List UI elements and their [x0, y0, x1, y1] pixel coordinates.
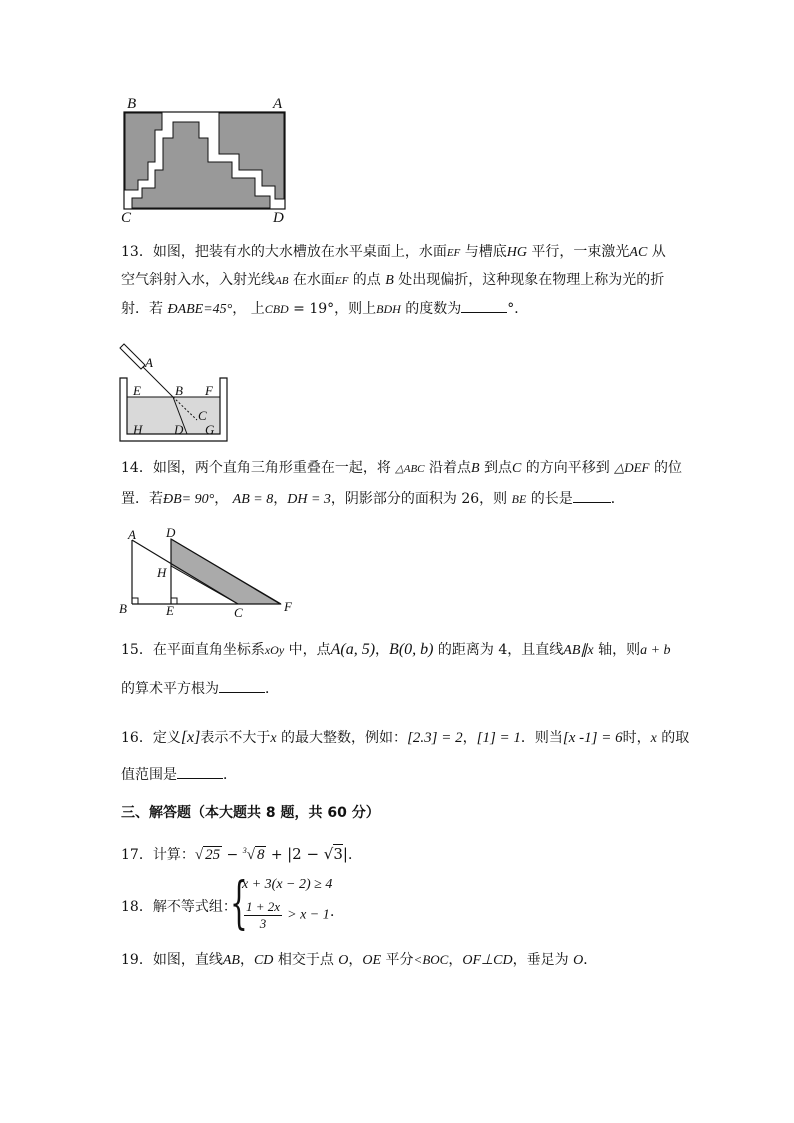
q16-line2: 值范围是 ．	[121, 764, 237, 785]
sqrt-25: √ 25	[194, 847, 221, 863]
label-D: D	[166, 525, 176, 540]
label-E: E	[133, 383, 141, 398]
inequality-1: x + 3(x − 2) ≥ 4	[242, 877, 333, 892]
q15-line1: 15．在平面直角坐标系xOy 中，点A(a, 5)，B(0, b) 的距离为 4，且直线AB∥x 轴，则a + b	[121, 641, 671, 658]
label-A: A	[273, 96, 283, 112]
label-C: C	[234, 605, 243, 620]
label-E: E	[166, 603, 174, 618]
right-angle-B	[132, 598, 138, 604]
left-brace: {	[230, 871, 248, 936]
water-tank-figure	[115, 340, 235, 445]
label-H: H	[133, 422, 143, 437]
staircase-figure	[115, 92, 295, 227]
q13-line1: 13．如图，把装有水的大水槽放在水平桌面上，水面EF 与槽底HG 平行，一束激光AC 从	[121, 244, 666, 260]
triangles-figure	[115, 523, 305, 618]
q15-line2: 的算术平方根为 ．	[121, 678, 279, 699]
q19-line: 19．如图，直线AB，CD 相交于点 O，OE 平分<BOC，OF⊥CD，垂足为 O．	[121, 952, 598, 968]
label-B: B	[175, 383, 183, 398]
abs-value: |2 − √3|	[287, 845, 348, 863]
q13-answer-blank[interactable]	[461, 298, 507, 313]
q14-line1: 14．如图，两个直角三角形重叠在一起，将 △ABC 沿着点B 到点C 的方向平移到 △DEF 的位	[121, 460, 682, 476]
q16-answer-blank[interactable]	[177, 764, 223, 779]
q18-system: { x + 3(x − 2) ≥ 4 $\frac{1 + 2x}{3}$ > x − 1 ．	[230, 871, 344, 936]
label-H: H	[157, 565, 167, 580]
label-D: D	[273, 210, 284, 226]
q14-answer-blank[interactable]	[573, 488, 611, 503]
q13-line2: 空气斜射入水，入射光线AB 在水面EF 的点 B 处出现偏折，这种现象在物理上称为光的折	[121, 272, 665, 288]
label-B: B	[119, 601, 127, 616]
label-G: G	[205, 422, 215, 437]
label-C: C	[121, 210, 132, 226]
q16-line1: 16．定义[x]表示不大于x 的最大整数，例如：[2.3] = 2，[1] = 1．则当[x -1] = 6时，x 的取	[121, 729, 690, 746]
label-F: F	[284, 599, 292, 614]
q17-line: 17．计算：√ 25 − $^3$√ 8 + |2 − √3|．	[121, 845, 362, 863]
q13-line3: 射．若 ÐABE=45°， 上CBD = 19°，则上BDH 的度数为 °．	[121, 298, 528, 320]
label-A: A	[145, 355, 153, 370]
label-B: B	[127, 96, 137, 112]
cbrt-8: $^3$√ 8	[242, 846, 265, 863]
label-D: D	[174, 422, 184, 437]
laser-device	[120, 344, 145, 369]
inequality-2: $\frac{1 + 2x}{3}$ > x − 1	[246, 899, 330, 931]
label-F: F	[205, 383, 213, 398]
label-C: C	[198, 408, 207, 423]
q18-line: 18．解不等式组：	[121, 899, 237, 915]
q14-line2: 置．若ÐB= 90°， AB = 8，DH = 3，阴影部分的面积为 26，则 BE 的长是 ．	[121, 488, 625, 510]
label-A: A	[128, 527, 136, 542]
section-heading: 三、解答题（本大题共 8 题，共 60 分）	[121, 805, 380, 821]
q15-answer-blank[interactable]	[219, 678, 265, 693]
incident-ray-AB	[143, 367, 173, 397]
